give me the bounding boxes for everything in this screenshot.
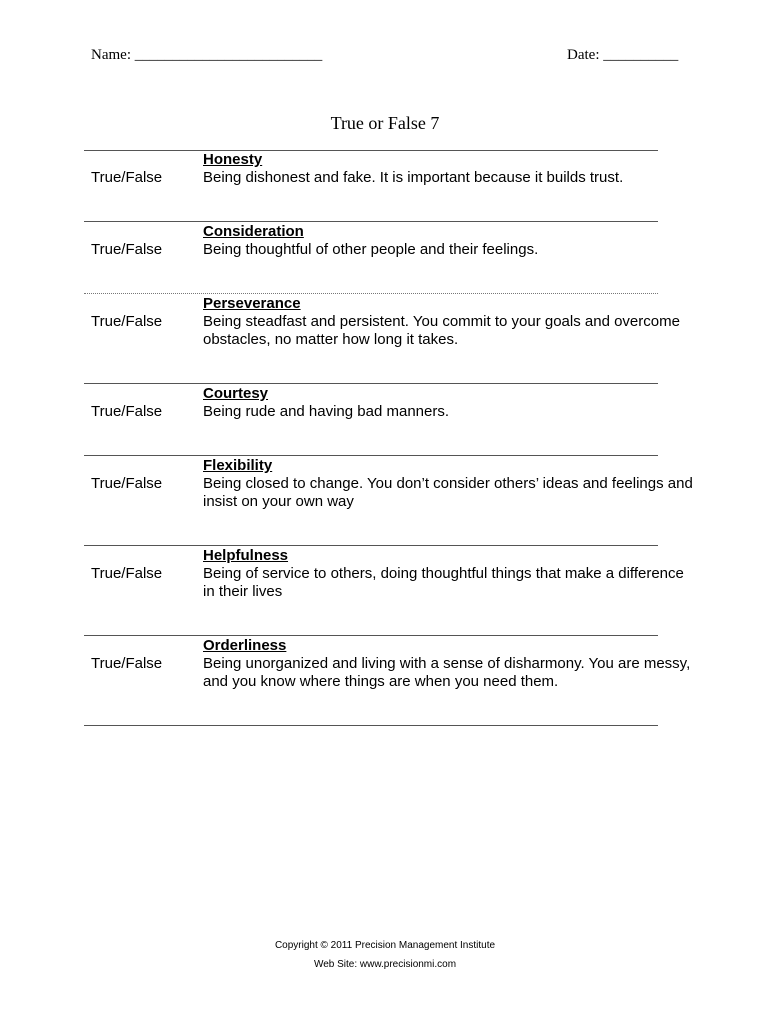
divider [84,150,658,151]
worksheet-title: True or False 7 [330,113,440,133]
true-false-answer[interactable]: True/False [91,241,163,258]
true-false-answer[interactable]: True/False [91,169,163,186]
true-false-answer[interactable]: True/False [91,565,163,582]
term-heading: Perseverance [203,295,301,312]
term-description: Being dishonest and fake. It is important because it builds trust. [203,169,624,186]
divider [84,545,658,546]
divider [84,635,658,636]
term-description: Being of service to others, doing thoughtful things that make a difference in their lives [203,565,684,600]
divider [84,725,658,726]
divider [84,455,658,456]
term-heading: Consideration [203,223,304,240]
name-field-label: Name: _________________________ [91,47,323,63]
term-heading: Courtesy [203,385,269,402]
divider [84,383,658,384]
term-description: Being thoughtful of other people and their feelings. [203,241,539,258]
divider [84,293,658,294]
term-description: Being closed to change. You don’t consider others’ ideas and feelings and insist on your own way [203,475,693,510]
date-field-label: Date: __________ [567,47,679,63]
term-heading: Helpfulness [203,547,289,564]
copyright-notice: Copyright © 2011 Precision Management Institute [274,940,496,951]
term-heading: Honesty [203,151,263,168]
true-false-answer[interactable]: True/False [91,475,163,492]
website-notice: Web Site: www.precisionmi.com [313,959,457,970]
term-heading: Orderliness [203,637,287,654]
divider [84,221,658,222]
true-false-answer[interactable]: True/False [91,655,163,672]
term-heading: Flexibility [203,457,273,474]
term-description: Being steadfast and persistent. You commit to your goals and overcome obstacles, no matter how long it takes. [203,313,680,348]
term-description: Being rude and having bad manners. [203,403,450,420]
true-false-answer[interactable]: True/False [91,403,163,420]
term-description: Being unorganized and living with a sense of disharmony. You are messy, and you know where things are when you need them. [203,655,691,690]
true-false-answer[interactable]: True/False [91,313,163,330]
